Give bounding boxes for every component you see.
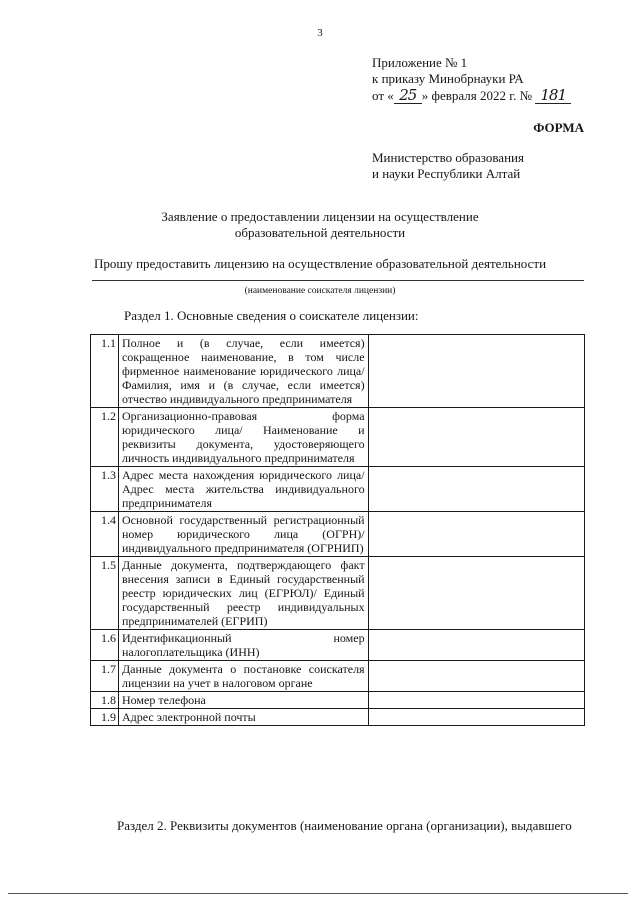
row-number: 1.4 <box>91 512 119 557</box>
row-value-cell[interactable] <box>368 557 584 630</box>
applicant-name-line <box>92 280 584 281</box>
row-number: 1.7 <box>91 661 119 692</box>
applicant-caption: (наименование соискателя лицензии) <box>244 286 396 296</box>
page-number: 3 <box>317 27 323 39</box>
row-label: Данные документа, подтверждающего факт внесения записи в Единый государственный реестр юридических лиц (ЕГРЮЛ)/ Единый государственный реестр индивидуальных предпринимателей (ЕГРИП) <box>118 557 368 630</box>
table-row <box>91 512 585 557</box>
row-number: 1.3 <box>91 467 119 512</box>
title-line2: образовательной деятельности <box>234 225 406 240</box>
table-row <box>91 630 585 661</box>
ministry-line2: и науки Республики Алтай <box>372 166 521 181</box>
footer-divider <box>8 893 628 894</box>
document-title <box>0 209 640 241</box>
section2-title: Раздел 2. Реквизиты документов (наименование органа (организации), выдавшего <box>117 818 572 833</box>
row-value-cell[interactable] <box>368 408 584 467</box>
form-label: ФОРМА <box>533 120 584 135</box>
handwritten-day: 25 <box>394 87 422 104</box>
row-label: Данные документа о постановке соискателя лицензии на учет в налоговом органе <box>118 661 368 692</box>
row-value-cell[interactable] <box>368 467 584 512</box>
table-row <box>91 335 585 408</box>
table-row <box>91 661 585 692</box>
section1-title: Раздел 1. Основные сведения о соискателе лицензии: <box>124 308 419 323</box>
row-label: Организационно-правовая форма юридического лица/ Наименование и реквизиты документа, удостоверяющего личность индивидуального предпринимателя <box>118 408 368 467</box>
row-number: 1.1 <box>91 335 119 408</box>
appendix-line1: Приложение № 1 <box>372 55 468 70</box>
appendix-date-line <box>372 87 571 104</box>
row-number: 1.5 <box>91 557 119 630</box>
date-middle: » февраля 2022 г. № <box>421 88 532 103</box>
request-text: Прошу предоставить лицензию на осуществление образовательной деятельности <box>93 256 547 271</box>
applicant-info-table <box>90 334 585 726</box>
appendix-header <box>372 55 571 104</box>
row-label: Адрес места нахождения юридического лица/ Адрес места жительства индивидуального предпринимателя <box>118 467 368 512</box>
table-row <box>91 408 585 467</box>
ministry-addressee <box>372 150 524 182</box>
date-prefix: от « <box>372 88 394 103</box>
row-label: Адрес электронной почты <box>118 709 368 726</box>
table-row <box>91 709 585 726</box>
row-number: 1.6 <box>91 630 119 661</box>
row-number: 1.2 <box>91 408 119 467</box>
row-number: 1.8 <box>91 692 119 709</box>
row-number: 1.9 <box>91 709 119 726</box>
row-label: Основной государственный регистрационный номер юридического лица (ОГРН)/ индивидуального предпринимателя (ОГРНИП) <box>118 512 368 557</box>
table-row <box>91 692 585 709</box>
appendix-line2: к приказу Минобрнауки РА <box>372 71 524 86</box>
row-value-cell[interactable] <box>368 692 584 709</box>
row-value-cell[interactable] <box>368 335 584 408</box>
row-value-cell[interactable] <box>368 630 584 661</box>
row-label: Полное и (в случае, если имеется) сокращенное наименование, в том числе фирменное наименование юридического лица/Фамилия, имя и (в случае, если имеется) отчество индивидуального предпринимателя <box>118 335 368 408</box>
row-label: Идентификационный номер налогоплательщика (ИНН) <box>118 630 368 661</box>
handwritten-order-number: 181 <box>535 87 571 104</box>
ministry-line1: Министерство образования <box>372 150 524 165</box>
table-row <box>91 467 585 512</box>
table-row <box>91 557 585 630</box>
row-value-cell[interactable] <box>368 512 584 557</box>
title-line1: Заявление о предоставлении лицензии на осуществление <box>161 209 479 224</box>
row-value-cell[interactable] <box>368 661 584 692</box>
row-label: Номер телефона <box>118 692 368 709</box>
row-value-cell[interactable] <box>368 709 584 726</box>
